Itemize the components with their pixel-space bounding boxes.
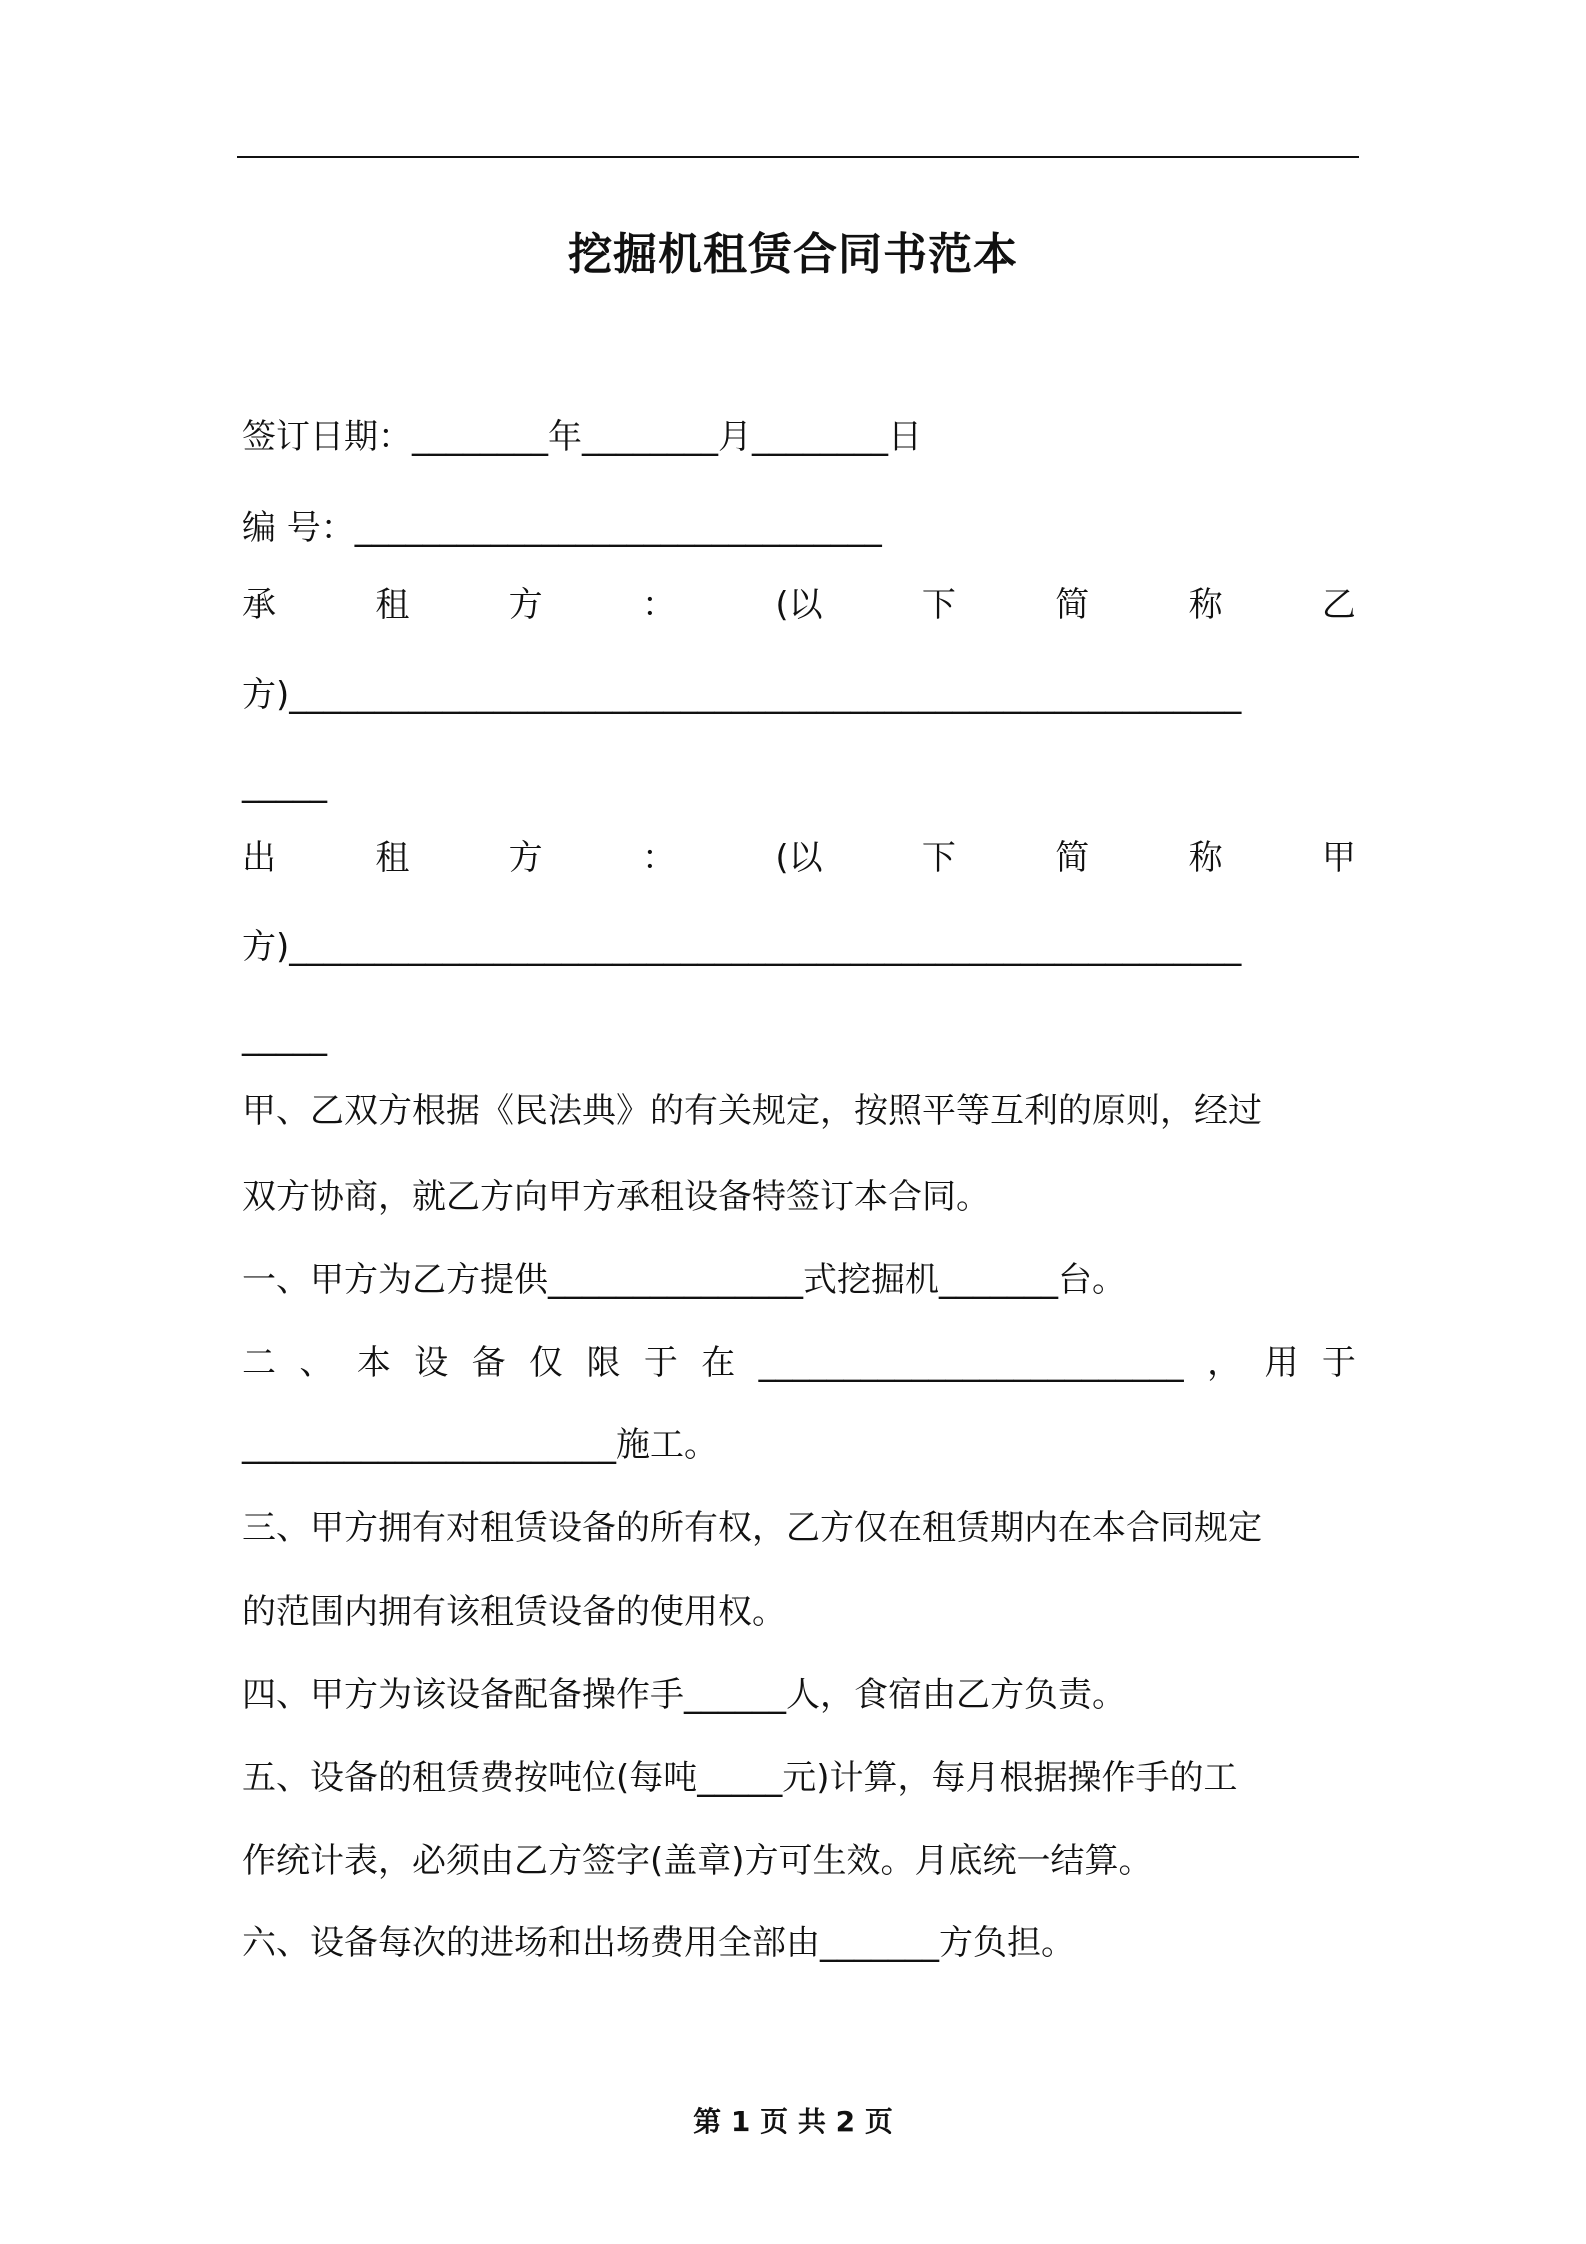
lessee-label-part: (以 <box>775 585 823 625</box>
lessee-label-part: 乙 <box>1321 585 1356 625</box>
clause-2-part: 本 <box>356 1343 391 1383</box>
clause-1: 一、甲方为乙方提供_______________式挖掘机_______台。 <box>242 1260 1126 1300</box>
clause-2-continuation: ______________________施工。 <box>242 1425 718 1465</box>
lessee-label-line <box>242 583 1356 627</box>
clause-2-part: 二 <box>242 1343 276 1383</box>
clause-2-part: 限 <box>586 1343 621 1383</box>
lessor-blank-tail: _____ <box>242 1017 327 1057</box>
lessee-label-part: 称 <box>1188 585 1223 625</box>
page-indicator: 第 1 页 共 2 页 <box>693 2105 893 2138</box>
clause-6: 六、设备每次的进场和出场费用全部由_______方负担。 <box>242 1923 1075 1963</box>
lessor-label-part: ： <box>641 838 676 878</box>
lessor-label-part: (以 <box>775 838 823 878</box>
clause-5-continuation: 作统计表，必须由乙方签字(盖章)方可生效。月底统一结算。 <box>242 1841 1153 1881</box>
lessor-label-part: 出 <box>242 838 276 878</box>
clause-2-part: _________________________ <box>758 1343 1184 1383</box>
lessor-label-part: 方 <box>508 838 543 878</box>
lessee-label-part: 方 <box>508 585 543 625</box>
lessee-label-part: 租 <box>375 585 410 625</box>
lessor-label-part: 租 <box>375 838 410 878</box>
clause-2-part: 仅 <box>529 1343 564 1383</box>
header-rule <box>237 156 1359 158</box>
clause-3: 三、甲方拥有对租赁设备的所有权，乙方仅在租赁期内在本合同规定 <box>242 1508 1262 1548</box>
clause-3-continuation: 的范围内拥有该租赁设备的使用权。 <box>242 1592 786 1632</box>
lessor-label-part: 简 <box>1055 838 1090 878</box>
lessee-label-part: 下 <box>921 585 956 625</box>
lessee-label-part: 简 <box>1055 585 1090 625</box>
lessor-blank-line: 方)________________________________________________________ <box>242 927 1242 967</box>
clause-2-part: 备 <box>471 1343 506 1383</box>
lessor-label-part: 甲 <box>1321 838 1356 878</box>
contract-number-line: 编 号：_______________________________ <box>242 508 882 548</box>
clause-2-part: 、 <box>299 1343 334 1383</box>
lessee-blank-tail: _____ <box>242 764 327 804</box>
clause-2-part: ， <box>1207 1343 1242 1383</box>
clause-2-part: 用 <box>1264 1343 1299 1383</box>
intro-paragraph-line: 双方协商，就乙方向甲方承租设备特签订本合同。 <box>242 1177 990 1217</box>
clause-2-part: 设 <box>414 1343 449 1383</box>
lessee-blank-line: 方)________________________________________________________ <box>242 675 1242 715</box>
lessor-label-part: 称 <box>1188 838 1223 878</box>
clause-5: 五、设备的租赁费按吨位(每吨_____元)计算，每月根据操作手的工 <box>242 1758 1238 1798</box>
lessee-label-part: 承 <box>242 585 276 625</box>
lessor-label-line <box>242 836 1356 880</box>
clause-4: 四、甲方为该设备配备操作手______人，食宿由乙方负责。 <box>242 1675 1126 1715</box>
lessor-label-part: 下 <box>921 838 956 878</box>
clause-2-line <box>242 1341 1356 1385</box>
clause-2-part: 在 <box>701 1343 736 1383</box>
lessee-label-part: ： <box>641 585 676 625</box>
clause-2-part: 于 <box>643 1343 678 1383</box>
intro-paragraph-line: 甲、乙双方根据《民法典》的有关规定，按照平等互利的原则，经过 <box>242 1091 1262 1131</box>
sign-date-line: 签订日期：________年________月________日 <box>242 417 922 457</box>
document-title: 挖掘机租赁合同书范本 <box>568 229 1018 280</box>
clause-2-part: 于 <box>1321 1343 1356 1383</box>
